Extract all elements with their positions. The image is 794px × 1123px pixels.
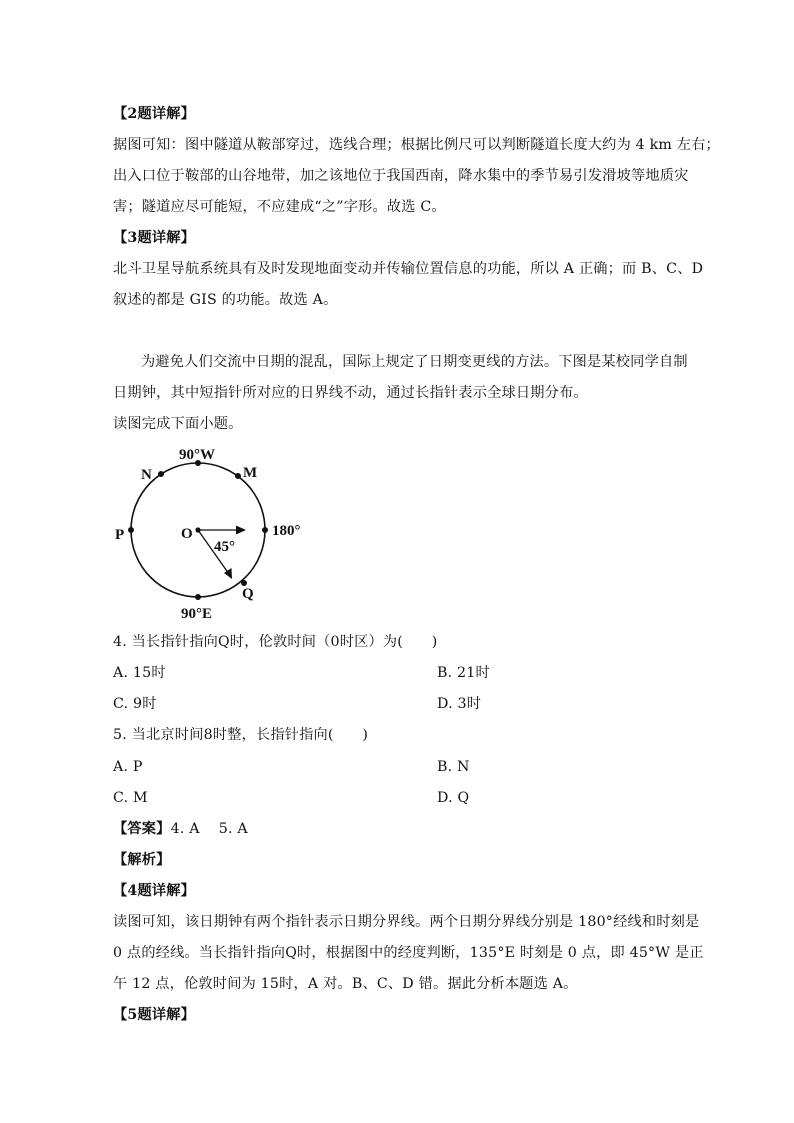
q4-detail-line: 0 点的经线。当长指针指向Q时，根据图中的经度判断，135°E 时刻是 0 点，即 45°W 是正	[113, 945, 704, 961]
q4-detail-line: 午 12 点，伦敦时间为 15时，A 对。B、C、D 错。据此分析本题选 A。	[113, 976, 578, 992]
q5-stem: 5. 当北京时间8时整，长指针指向( )	[113, 727, 369, 743]
q3-detail-line: 叙述的都是 GIS 的功能。故选 A。	[113, 292, 338, 308]
label-center-o: O	[181, 526, 193, 542]
q5-option-c: C. M	[113, 790, 148, 806]
q4-stem: 4. 当长指针指向Q时，伦敦时间（0时区）为( )	[113, 634, 438, 650]
intro-line: 日期钟，其中短指针所对应的日界线不动，通过长指针表示全球日期分布。	[113, 385, 588, 401]
answer-text: 4. A 5. A	[170, 821, 248, 837]
short-hand-arrowhead	[236, 526, 246, 535]
q5-detail-heading: 【5题详解】	[113, 1007, 196, 1023]
q4-option-b: B. 21时	[437, 665, 490, 681]
label-n: N	[141, 467, 152, 483]
point-p-dot	[128, 527, 134, 533]
label-angle: 45°	[214, 539, 235, 555]
q3-detail-line: 北斗卫星导航系统具有及时发现地面变动并传输位置信息的功能，所以 A 正确；而 B、C、D	[113, 261, 704, 277]
q4-option-c: C. 9时	[113, 696, 157, 712]
q5-option-d: D. Q	[437, 790, 470, 806]
q2-detail-line: 据图可知：图中隧道从鞍部穿过，选线合理；根据比例尺可以判断隧道长度大约为 4 km 左右；	[113, 137, 720, 153]
q2-detail-line: 害；隧道应尽可能短，不应建成“之”字形。故选 C。	[113, 199, 446, 215]
answer-line	[113, 819, 248, 839]
q4-detail-line: 读图可知，该日期钟有两个指针表示日期分界线。两个日期分界线分别是 180°经线和时刻是	[113, 914, 700, 930]
q2-detail-heading: 【2题详解】	[113, 106, 196, 122]
label-90e: 90°E	[181, 606, 213, 622]
intro-line: 为避免人们交流中日期的混乱，国际上规定了日期变更线的方法。下图是某校同学自制	[141, 354, 688, 370]
point-90e-dot	[195, 594, 201, 600]
label-q: Q	[242, 586, 254, 602]
label-m: M	[243, 465, 258, 481]
q4-option-d: D. 3时	[437, 696, 482, 712]
point-m-dot	[235, 473, 241, 479]
q4-option-a: A. 15时	[113, 665, 166, 681]
point-180-dot	[262, 527, 268, 533]
label-180: 180°	[272, 523, 301, 539]
point-n-dot	[158, 471, 164, 477]
label-90w: 90°W	[179, 447, 215, 463]
date-clock-figure	[108, 440, 318, 625]
q3-detail-heading: 【3题详解】	[113, 230, 196, 246]
intro-line: 读图完成下面小题。	[113, 416, 243, 432]
q2-detail-line: 出入口位于鞍部的山谷地带，加之该地位于我国西南，降水集中的季节易引发滑坡等地质灾	[113, 168, 689, 184]
label-p: P	[115, 527, 125, 543]
q5-option-b: B. N	[437, 759, 470, 775]
q4-detail-heading: 【4题详解】	[113, 883, 196, 899]
answer-label: 【答案】	[113, 821, 171, 837]
analysis-heading: 【解析】	[113, 852, 171, 868]
q5-option-a: A. P	[113, 759, 143, 775]
